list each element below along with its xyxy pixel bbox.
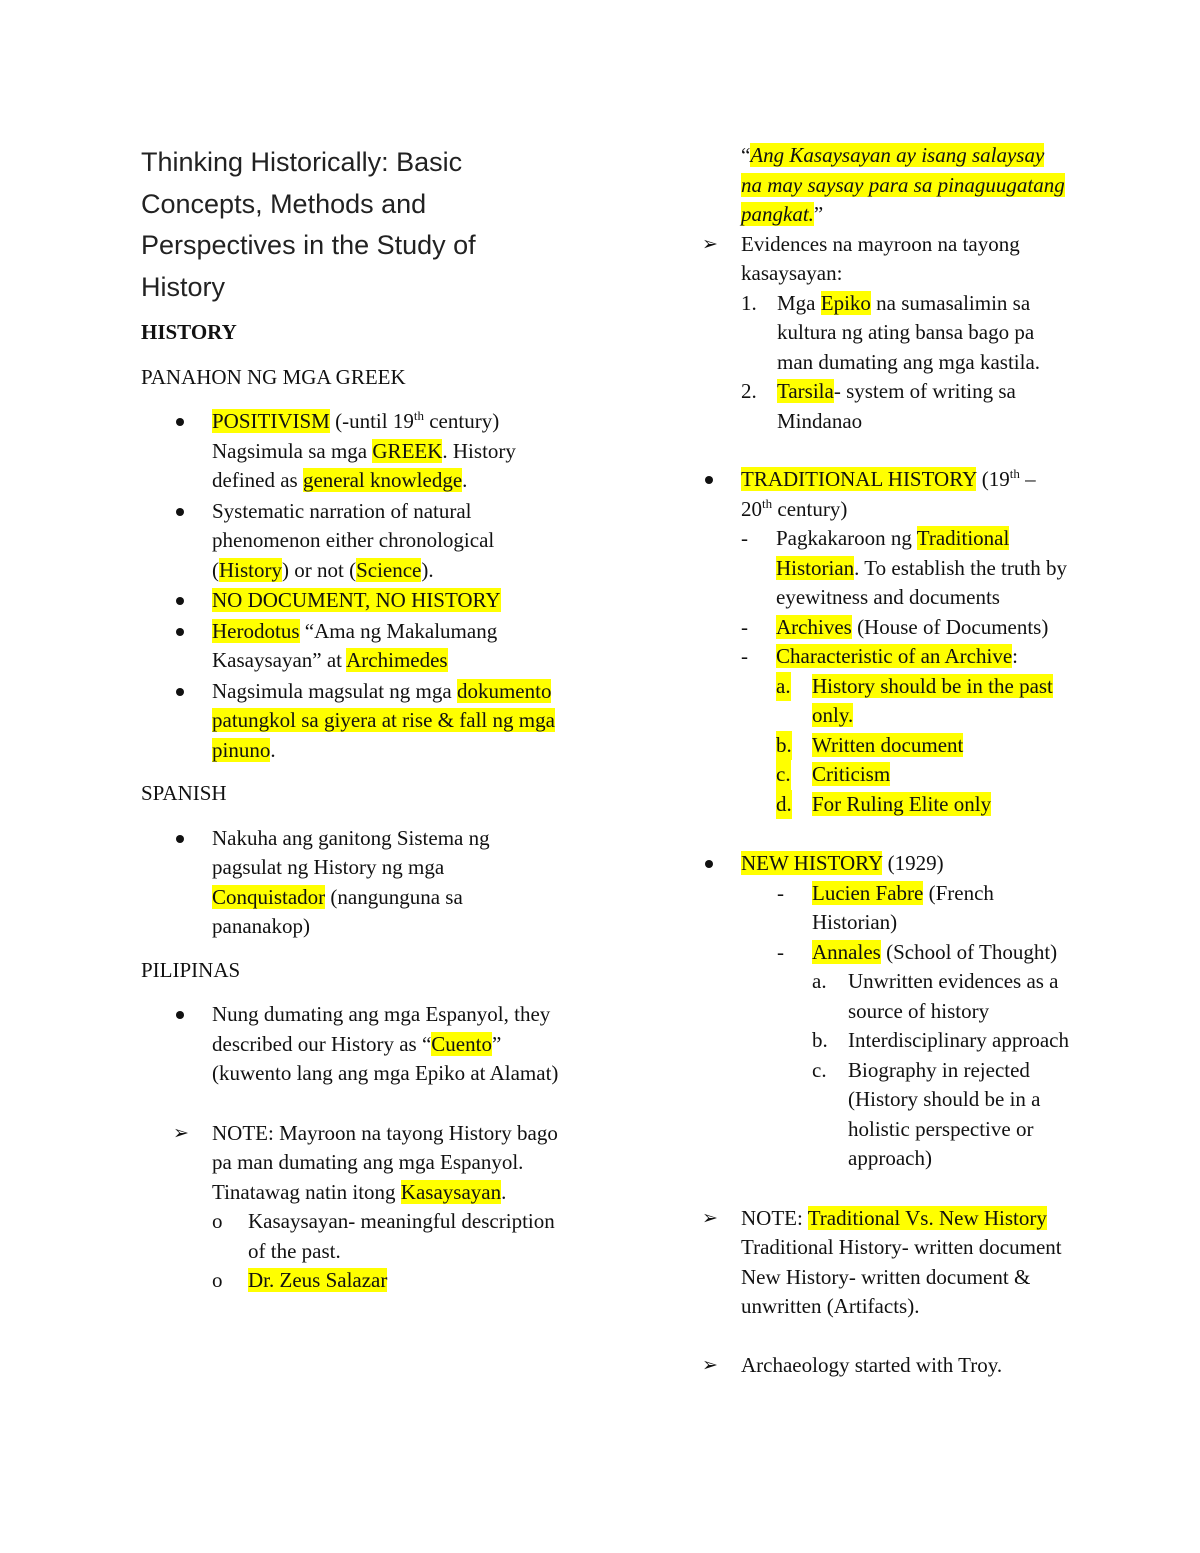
dash-bullet: - [777, 880, 784, 905]
arrow-bullet-icon: ➢ [702, 1353, 718, 1376]
highlight: Conquistador [212, 884, 326, 909]
list-item [812, 1026, 1070, 1056]
highlight: Traditional Vs. New History [807, 1205, 1047, 1230]
note2-list [670, 1204, 1070, 1322]
list-item [777, 879, 1070, 938]
new-history-sublist [741, 879, 1070, 1174]
document-title [141, 142, 561, 308]
evidences-sublist [741, 289, 1070, 437]
spanish-heading: SPANISH [141, 781, 227, 805]
list-letter: a. [776, 672, 791, 702]
circle-bullet-icon: o [212, 1268, 223, 1292]
list-item [141, 1000, 561, 1089]
greek-list [141, 407, 561, 765]
arrow-bullet-icon: ➢ [702, 1206, 718, 1229]
highlight: Science [356, 557, 422, 582]
text: Traditional History- written document [741, 1235, 1062, 1259]
text: (19 [976, 467, 1010, 491]
text: Evidences na mayroon na tayong kasaysayan: [741, 231, 1020, 285]
list-item [141, 824, 561, 942]
history-heading: HISTORY [141, 320, 237, 344]
list-number: 2. [741, 379, 757, 403]
highlight: Cuento [431, 1031, 492, 1056]
list-item [741, 613, 1070, 643]
text: Nagsimula magsulat ng mga [212, 678, 457, 703]
highlight: Archimedes [346, 648, 448, 672]
highlight: POSITIVISM [212, 409, 330, 433]
list-letter: b. [812, 1028, 828, 1052]
circle-bullet-icon: o [212, 1209, 223, 1233]
evidences-list [670, 230, 1070, 437]
archaeology-list [670, 1351, 1070, 1381]
dash-bullet: - [741, 614, 748, 639]
highlight: dokumento patungkol sa giyera at rise & fall ng mga pinuno [212, 678, 555, 762]
list-letter: a. [812, 969, 827, 993]
highlight: NEW HISTORY [741, 851, 883, 875]
text: Nakuha ang ganitong Sistema ng pagsulat ng History ng mga [212, 825, 490, 879]
title-line: History [141, 271, 226, 302]
note-list [141, 1119, 561, 1296]
traditional-list [670, 465, 1070, 819]
dash-bullet: - [777, 939, 784, 964]
list-item [212, 1207, 561, 1266]
text: century) Nagsimula sa mga [212, 409, 500, 463]
new-history-list [670, 849, 1070, 1174]
title-line: Thinking Historically: Basic [141, 147, 463, 177]
list-item [741, 642, 1070, 819]
highlight: Ang Kasaysayan ay isang salaysay na may saysay para sa pinaguugatang pangkat. [741, 143, 1065, 226]
list-item [812, 1056, 1070, 1174]
text: (House of Documents) [851, 614, 1049, 639]
text: (School of Thought) [880, 939, 1058, 964]
text: Unwritten evidences as a source of history [848, 969, 1059, 1023]
list-number: 1. [741, 290, 757, 315]
highlight: Lucien Fabre [812, 880, 924, 905]
list-item [212, 1266, 561, 1296]
text: - system of writing sa Mindanao [777, 379, 1016, 433]
list-item [670, 1351, 1070, 1381]
pilipinas-heading: PILIPINAS [141, 957, 241, 982]
superscript: th [762, 495, 773, 511]
highlight: Annales [812, 939, 881, 964]
text: NOTE: [741, 1205, 808, 1230]
highlight: Dr. Zeus Salazar [248, 1268, 388, 1292]
highlight: Written document [812, 732, 964, 757]
highlight: Tarsila [777, 379, 834, 403]
highlight: History [219, 557, 282, 582]
highlight: Traditional Historian [776, 526, 1010, 580]
highlight: For Ruling Elite only [812, 791, 992, 816]
list-item [670, 1204, 1070, 1322]
list-item [812, 967, 1070, 1026]
traditional-sublist [741, 524, 1070, 819]
superscript: th [413, 408, 424, 423]
text: “Ama ng Makalumang Kasaysayan” at [212, 618, 498, 672]
highlight: TRADITIONAL HISTORY [741, 467, 977, 491]
list-letter: c. [812, 1057, 827, 1082]
quote-mark: “ [741, 143, 751, 167]
text: ). [421, 557, 434, 582]
highlight: Criticism [812, 762, 891, 786]
left-column [141, 142, 561, 1296]
dash-bullet: - [741, 526, 748, 550]
highlight: general knowledge [302, 468, 463, 492]
text: Mga [777, 290, 821, 315]
highlight: Characteristic of an Archive [776, 644, 1013, 668]
highlight: Kasaysayan [400, 1179, 502, 1204]
list-letter: c. [776, 760, 791, 790]
text: Biography in rejected (History should be in a holistic perspective or approach) [848, 1057, 1041, 1170]
text: century) [772, 496, 848, 521]
archive-characteristics [776, 672, 1070, 820]
text: : [1012, 644, 1018, 668]
text: . [501, 1179, 507, 1204]
text: (French Historian) [812, 880, 994, 934]
text: . History defined as [212, 438, 516, 492]
list-item [670, 465, 1070, 819]
note-sublist [212, 1207, 561, 1296]
list-item [777, 938, 1070, 1174]
highlight: Archives [776, 614, 852, 639]
text: (nangunguna sa pananakop) [212, 884, 463, 938]
list-item [741, 524, 1070, 613]
list-item [141, 407, 561, 496]
highlight: GREEK [372, 438, 443, 463]
superscript: th [1009, 466, 1020, 481]
list-item [141, 1119, 561, 1296]
list-item [141, 586, 561, 616]
annales-list [812, 967, 1070, 1174]
text: Pagkakaroon ng [776, 526, 917, 550]
list-item [670, 849, 1070, 1174]
salazar-quote [670, 141, 1070, 230]
text: New History- written document & unwritten (Artifacts). [741, 1264, 1031, 1318]
dash-bullet: - [741, 644, 748, 668]
pilipinas-list [141, 1000, 561, 1089]
list-item [141, 677, 561, 766]
text: Archaeology started with Troy. [741, 1352, 1003, 1377]
text: (1929) [882, 851, 944, 875]
title-line: Perspectives in the Study of [141, 230, 476, 260]
list-item [776, 790, 1070, 820]
list-item [776, 672, 1070, 731]
text: ) or not ( [282, 557, 357, 582]
arrow-bullet-icon: ➢ [173, 1121, 189, 1144]
text: na sumasalimin sa kultura ng ating bansa bago pa man dumating ang mga kastila. [777, 290, 1041, 374]
list-item [670, 230, 1070, 437]
list-letter: b. [776, 731, 792, 761]
list-item [741, 377, 1070, 436]
highlight: NO DOCUMENT, NO HISTORY [212, 588, 501, 612]
text: . To establish the truth by eyewitness and documents [776, 555, 1067, 609]
text: Kasaysayan- meaningful description of the past. [248, 1209, 555, 1263]
list-item [741, 289, 1070, 378]
title-line: Concepts, Methods and [141, 188, 427, 219]
highlight: Herodotus [212, 618, 300, 643]
list-item [776, 760, 1070, 790]
spanish-list [141, 824, 561, 942]
text: NOTE: Mayroon na tayong History bago pa man dumating ang mga Espanyol. Tinatawag natin itong [212, 1120, 558, 1204]
text: Systematic narration of natural phenomenon either chronological ( [212, 498, 495, 582]
text: . [270, 737, 276, 762]
text: (-until 19 [329, 409, 414, 433]
greek-heading: PANAHON NG MGA GREEK [141, 364, 406, 389]
right-column [670, 141, 1070, 1380]
text: Interdisciplinary approach [848, 1028, 1069, 1052]
list-letter: d. [776, 790, 792, 820]
text: Nung dumating ang mga Espanyol, they described our History as “ [212, 1002, 551, 1056]
list-item [776, 731, 1070, 761]
list-item [141, 497, 561, 586]
arrow-bullet-icon: ➢ [702, 232, 718, 255]
text: . [462, 468, 468, 492]
quote-mark: ” [813, 202, 824, 226]
highlight: Epiko [820, 290, 871, 315]
text: ” (kuwento lang ang mga Epiko at Alamat) [212, 1031, 559, 1085]
text: – 20 [741, 467, 1036, 521]
list-item [141, 617, 561, 676]
highlight: History should be in the past only. [812, 673, 1053, 727]
